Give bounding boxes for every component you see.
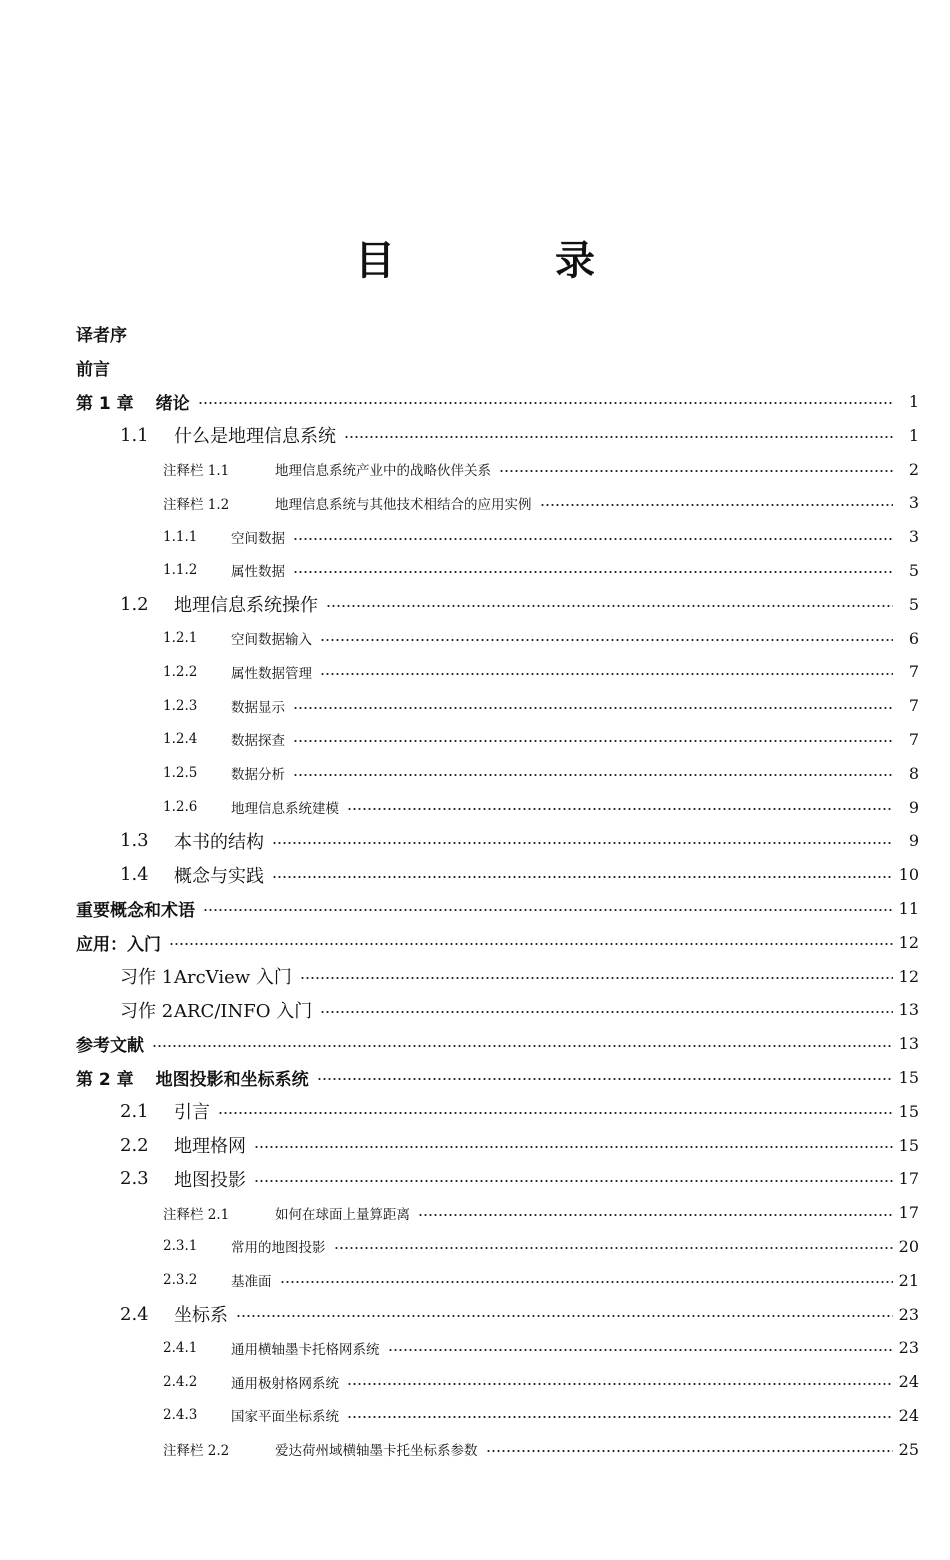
toc-entry: [76, 925, 919, 959]
toc-entry-number: 2.3.1: [163, 1238, 198, 1255]
dot-leader: [293, 570, 893, 574]
toc-entry-page: 3: [908, 527, 919, 547]
toc-entry-number: 2.2: [120, 1134, 149, 1156]
toc-entry-number: 注释栏 2.1: [163, 1206, 230, 1223]
dot-leader: [293, 739, 893, 743]
dot-leader: [344, 435, 893, 439]
toc-entry: [76, 689, 919, 723]
dot-leader: [388, 1348, 893, 1352]
toc-entry-title: 概念与实践: [174, 865, 264, 887]
toc-entry-page: 2: [908, 459, 919, 479]
toc-entry-title: 地图投影: [174, 1169, 246, 1191]
toc-entry: [76, 655, 919, 689]
toc-entry-title: 属性数据: [231, 564, 285, 581]
dot-leader: [320, 1010, 892, 1014]
toc-entry-number: 1.1: [120, 424, 149, 446]
toc-entry: [76, 1196, 919, 1230]
toc-entry-title: 地理信息系统操作: [174, 595, 318, 617]
toc-entry: [76, 317, 919, 351]
toc-entry-title: 参考文献: [76, 1036, 144, 1057]
toc-entry-page: 23: [898, 1338, 919, 1358]
toc-entry-title: ARC/INFO 入门: [174, 1000, 313, 1022]
dot-leader: [198, 401, 893, 405]
dot-leader: [320, 638, 893, 642]
toc-entry-page: 15: [898, 1067, 919, 1087]
toc-entry: [76, 723, 919, 757]
toc-entry-title: 引言: [174, 1102, 210, 1124]
toc-entry: [76, 520, 919, 554]
toc-entry-number: 注释栏 1.2: [163, 496, 230, 513]
toc-entry: [76, 1061, 919, 1095]
toc-entry: [76, 587, 919, 621]
toc-entry-number: 1.4: [120, 864, 149, 886]
toc-entry: [76, 554, 919, 588]
toc-entry-number: 1.1.2: [163, 562, 198, 579]
toc-entry-title: 地理信息系统产业中的战略伙伴关系: [275, 463, 491, 480]
toc-entry: [76, 1027, 919, 1061]
toc-entry-number: 1.2.5: [163, 765, 198, 782]
dot-leader: [486, 1449, 893, 1453]
toc-entry-title: 地理格网: [174, 1136, 246, 1158]
toc-entry-page: 13: [898, 1000, 919, 1020]
toc-entry: [76, 1297, 919, 1331]
dot-leader: [272, 841, 893, 845]
dot-leader: [272, 875, 893, 879]
toc-entry-title: 本书的结构: [174, 831, 264, 853]
dot-leader: [300, 976, 893, 980]
dot-leader: [254, 1145, 893, 1149]
toc-entry-number: 习作 2: [120, 1000, 174, 1022]
toc-entry: [76, 452, 919, 486]
toc-entry-title: 地理信息系统与其他技术相结合的应用实例: [275, 496, 532, 513]
toc-entry-number: 1.2.2: [163, 663, 198, 680]
toc-entry-number: 2.4: [120, 1303, 149, 1325]
toc-entry-title: 什么是地理信息系统: [174, 426, 336, 448]
toc-entry: [76, 1128, 919, 1162]
toc-entry-title: 空间数据: [231, 530, 285, 547]
toc-entry-page: 7: [908, 729, 919, 749]
toc-entry-number: 习作 1: [120, 967, 174, 989]
toc-entry: [76, 892, 919, 926]
dot-leader: [203, 908, 893, 912]
toc-entry-page: 11: [898, 898, 919, 918]
toc-entry: [76, 824, 919, 858]
toc-entry-page: 23: [898, 1304, 919, 1324]
toc-entry-page: 1: [908, 391, 919, 411]
toc-entry-page: 7: [908, 662, 919, 682]
toc-entry-title: 绪论: [155, 393, 190, 414]
dot-leader: [254, 1179, 893, 1183]
toc-entry-title: 译者序: [76, 326, 127, 347]
toc-entry: [76, 486, 919, 520]
toc-entry: [76, 385, 919, 419]
toc-entry: [76, 959, 919, 993]
toc-entry-page: 20: [898, 1236, 919, 1256]
dot-leader: [293, 706, 893, 710]
toc-entry-number: 2.4.1: [163, 1339, 198, 1356]
dot-leader: [326, 604, 893, 608]
toc-entry-title: 应用：入门: [76, 934, 161, 955]
toc-entry-title: 数据分析: [231, 767, 285, 784]
toc-entry-title: 爱达荷州域横轴墨卡托坐标系参数: [275, 1443, 478, 1460]
toc-entry: [76, 993, 919, 1027]
dot-leader: [418, 1213, 893, 1217]
toc-entry-title: 地图投影和坐标系统: [155, 1069, 309, 1090]
dot-leader: [293, 773, 893, 777]
toc-entry-number: 2.1: [120, 1100, 149, 1122]
toc-entry-page: 5: [908, 560, 919, 580]
dot-leader: [347, 1382, 893, 1386]
toc-entry: [76, 1331, 919, 1365]
dot-leader: [169, 942, 893, 946]
toc-entry-title: 重要概念和术语: [76, 900, 195, 921]
toc-entry-page: 5: [908, 594, 919, 614]
toc-entry-number: 1.2.4: [163, 731, 198, 748]
toc-entry-number: 注释栏 1.1: [163, 463, 230, 480]
toc-entry-page: 13: [898, 1034, 919, 1054]
toc-entry-title: 基准面: [231, 1274, 272, 1291]
toc-entry: [76, 1162, 919, 1196]
toc-entry: [76, 1263, 919, 1297]
toc-entry: [76, 756, 919, 790]
toc-entry-number: 2.3.2: [163, 1272, 198, 1289]
toc-entry-title: 前言: [76, 360, 110, 381]
table-of-contents: [76, 317, 919, 1466]
toc-entry-number: 1.1.1: [163, 528, 198, 545]
toc-entry-page: 24: [898, 1372, 919, 1392]
toc-entry-number: 1.2.3: [163, 697, 198, 714]
toc-entry-title: 如何在球面上量算距离: [275, 1206, 410, 1223]
toc-entry-title: 空间数据输入: [231, 632, 312, 649]
toc-entry-number: 2.4.3: [163, 1407, 198, 1424]
page-title: 目 录: [355, 237, 655, 284]
toc-entry-page: 10: [898, 865, 919, 885]
toc-entry-title: 通用横轴墨卡托格网系统: [231, 1341, 380, 1358]
toc-entry-number: 2.4.2: [163, 1373, 198, 1390]
dot-leader: [280, 1280, 893, 1284]
toc-entry-title: 数据探查: [231, 733, 285, 750]
dot-leader: [236, 1314, 893, 1318]
toc-entry-page: 21: [898, 1270, 919, 1290]
toc-entry-title: ArcView 入门: [174, 967, 292, 989]
toc-entry-number: 注释栏 2.2: [163, 1443, 230, 1460]
dot-leader: [540, 503, 894, 507]
toc-entry-title: 数据显示: [231, 699, 285, 716]
toc-entry-page: 15: [898, 1135, 919, 1155]
toc-entry-page: 8: [908, 763, 919, 783]
toc-entry-number: 1.2.6: [163, 799, 198, 816]
toc-entry-page: 6: [908, 628, 919, 648]
toc-entry-page: 12: [898, 966, 919, 986]
dot-leader: [347, 1415, 893, 1419]
dot-leader: [334, 1246, 893, 1250]
toc-entry-page: 25: [898, 1439, 919, 1459]
toc-entry-number: 第 1 章: [76, 393, 134, 414]
toc-entry-number: 1.2.1: [163, 630, 198, 647]
dot-leader: [320, 672, 893, 676]
toc-entry: [76, 1094, 919, 1128]
toc-entry-number: 第 2 章: [76, 1069, 134, 1090]
dot-leader: [317, 1077, 893, 1081]
toc-entry-number: 1.2: [120, 593, 149, 615]
toc-entry: [76, 418, 919, 452]
toc-entry: [76, 351, 919, 385]
toc-entry-page: 17: [898, 1169, 919, 1189]
dot-leader: [152, 1044, 893, 1048]
toc-entry-title: 国家平面坐标系统: [231, 1409, 339, 1426]
toc-entry-page: 9: [908, 797, 919, 817]
dot-leader: [499, 469, 893, 473]
toc-entry-title: 地理信息系统建模: [231, 801, 339, 818]
toc-entry-title: 属性数据管理: [231, 665, 312, 682]
toc-entry: [76, 1230, 919, 1264]
toc-entry: [76, 790, 919, 824]
toc-entry-number: 1.3: [120, 830, 149, 852]
toc-entry: [76, 1365, 919, 1399]
toc-entry: [76, 1399, 919, 1433]
toc-entry-page: 7: [908, 696, 919, 716]
toc-entry-page: 3: [908, 493, 919, 513]
toc-entry-number: 2.3: [120, 1168, 149, 1190]
toc-entry-title: 坐标系: [174, 1305, 228, 1326]
toc-entry-page: 15: [898, 1101, 919, 1121]
toc-entry-page: 9: [908, 831, 919, 851]
dot-leader: [293, 537, 893, 541]
toc-entry-page: 1: [908, 425, 919, 445]
toc-entry: [76, 1432, 919, 1466]
dot-leader: [347, 807, 893, 811]
toc-entry: [76, 858, 919, 892]
toc-entry-title: 通用极射格网系统: [231, 1375, 339, 1392]
toc-entry: [76, 621, 919, 655]
toc-entry-page: 17: [898, 1203, 919, 1223]
toc-entry-page: 12: [898, 932, 919, 952]
dot-leader: [218, 1111, 893, 1115]
toc-entry-page: 24: [898, 1405, 919, 1425]
toc-entry-title: 常用的地图投影: [231, 1240, 326, 1257]
